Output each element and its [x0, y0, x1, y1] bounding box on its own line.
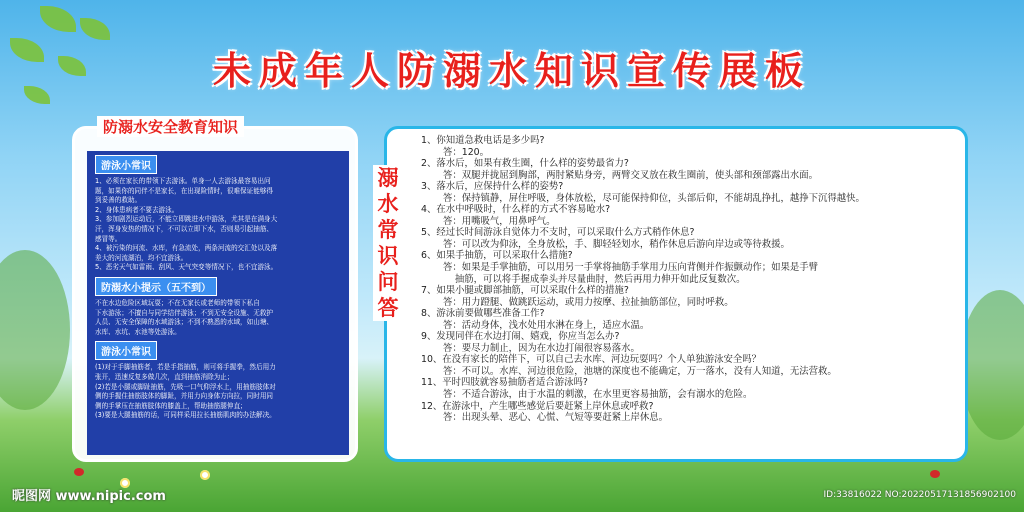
qa-list: [421, 135, 961, 424]
section-label: 防溺水小提示（五不到）: [95, 277, 217, 296]
qa-answer: 答：双腿并拢屈到胸部，两肘紧贴身旁，两臂交叉放在救生圈前，使头部和颈部露出水面。: [443, 169, 819, 181]
qa-question: 11、平时四肢就容易抽筋者适合游泳吗?: [421, 377, 588, 389]
qa-answer: 答：可以改为仰泳，全身放松，手、脚轻轻划水，稍作休息后游向岸边或等待救援。: [443, 238, 790, 250]
qa-question: 5、经过长时间游泳自觉体力不支时，可以采取什么方式稍作休息?: [421, 227, 695, 239]
section-text: 不在水边危险区域玩耍；不在无家长或老师的带领下私自 下水游泳；不擅自与同学结伴游泳；不到无安全设施、无救护 人员、无安全保障的水域游泳；不到不熟悉的水域，如山塘、 水库、水坑、水池等处游泳。: [95, 298, 274, 336]
section-five-nots: [87, 273, 349, 337]
qa-answer: 答：出现头晕、恶心、心慌、气短等要赶紧上岸休息。: [443, 412, 669, 424]
section-text: (1)对于手脚抽筋者，若是手指抽筋，则可将手握拳，然后用力 张开，迅速反复多做几次，直到抽筋消除为止； (2)若是小腿或脚趾抽筋，先吸一口气仰浮水上，用抽筋肢体对 侧的手握住抽筋肢体的脚趾，并用力向身体方向拉，同时用同 侧的手掌压在抽筋肢体的膝盖上，帮助抽筋腿伸直； (3)要是大腿抽筋的话，可同样采用拉长抽筋肌肉的办法解决。: [95, 363, 276, 420]
qa-question: 9、发现同伴在水边打闹、嬉戏，你应当怎么办?: [421, 331, 620, 343]
qa-answer: 答：用嘴吸气，用鼻呼气。: [443, 215, 556, 227]
qa-question: 3、落水后，应保持什么样的姿势?: [421, 181, 564, 193]
qa-question: 7、如果小腿或脚部抽筋，可以采取什么样的措施?: [421, 285, 629, 297]
watermark-right: ID:33816022 NO:20220517131856902100: [823, 490, 1016, 500]
qa-answer: 答：用力蹬腿、做跳跃运动，或用力按摩、拉扯抽筋部位，同时呼救。: [443, 296, 734, 308]
qa-answer: 答：活动身体，浅水处用水淋在身上，适应水温。: [443, 319, 650, 331]
qa-question: 12、在游泳中，产生哪些感觉后要赶紧上岸休息或呼救?: [421, 400, 654, 412]
qa-answer: 答：不适合游泳，由于水温的刺激，在水里更容易抽筋，会有溺水的危险。: [443, 389, 753, 401]
page-title: 未成年人防溺水知识宣传展板: [212, 49, 811, 93]
qa-answer: 抽筋，可以将手握成拳头并尽量曲肘，然后再用力伸开如此反复数次。: [443, 273, 746, 285]
qa-question: 8、游泳前要做哪些准备工作?: [421, 308, 545, 320]
qa-question: 4、在水中呼吸时，什么样的方式不容易呛水?: [421, 204, 611, 216]
qa-question: 6、如果手抽筋，可以采取什么措施?: [421, 250, 573, 262]
qa-answer: 答：保持镇静，屏住呼吸，身体放松，尽可能保持仰位，头部后仰，不能胡乱挣扎，越挣下沉得越快。: [443, 192, 865, 204]
section-label: 游泳小常识: [95, 341, 157, 360]
qa-question: 10、在没有家长的陪伴下，可以自己去水库、河边玩耍吗？个人单独游泳安全吗？: [421, 354, 762, 366]
section-swim-tips: [87, 151, 349, 273]
watermark-left: 昵图网 www.nipic.com: [12, 489, 166, 504]
left-panel: [72, 118, 358, 462]
qa-answer: 答：不可以。水库、河边很危险，池塘的深度也不能确定，万一落水，没有人知道，无法营救。: [443, 365, 837, 377]
ladybug-decoration: [74, 468, 84, 476]
section-text: 1、必须在家长的带领下去游泳。单身一人去游泳最容易出问 题，如果你的同伴不是家长，在出现险情时，很难保证能够得 到妥善的救助。 2、身体患病者不要去游泳。 3、参加剧烈运动后，不能立即跳进水中游泳，尤其是在满身大 汗，浑身发热的情况下，不可以立即下水，否则易引起抽筋、 感冒等。 4、被污染的河流、水库，有急流处，两条河流的交汇处以及落 差大的河流湖泊，均不宜游泳。 5、恶劣天气如雷雨、刮风、天气突变等情况下，也不宜游泳。: [95, 177, 278, 272]
left-panel-heading: 防溺水安全教育知识: [97, 116, 244, 137]
qa-question: 2、落水后，如果有救生圈，什么样的姿势最省力?: [421, 158, 629, 170]
right-panel: [377, 126, 968, 462]
right-panel-vertical-title: 溺水常识问答: [373, 165, 403, 321]
section-label: 游泳小常识: [95, 155, 157, 174]
left-panel-body: [87, 151, 349, 455]
ladybug-decoration: [930, 470, 940, 478]
qa-answer: 答：如果是手掌抽筋，可以用另一手掌将抽筋手掌用力压向背侧并作振颤动作；如果是手臂: [443, 262, 819, 274]
flower-decoration: [200, 470, 210, 480]
qa-answer: 答：120。: [443, 146, 490, 158]
qa-answer: 答：要尽力制止，因为在水边打闹很容易落水。: [443, 342, 640, 354]
qa-question: 1、你知道急救电话是多少吗?: [421, 135, 545, 146]
section-cramp-tips: [87, 337, 349, 421]
